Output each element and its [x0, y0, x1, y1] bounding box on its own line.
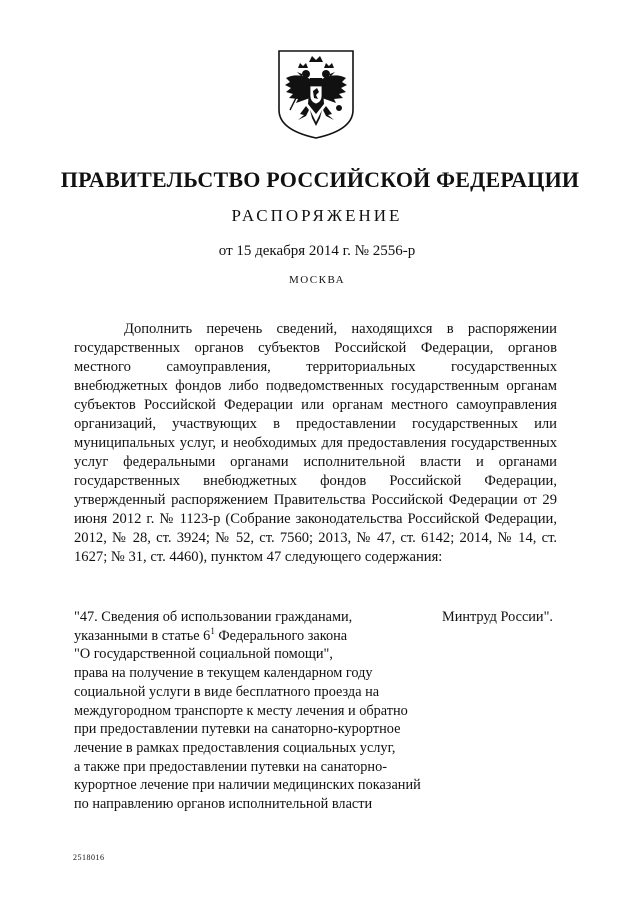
item-line: социальной услуги в виде бесплатного проезда на	[74, 683, 380, 700]
item-line: "О государственной социальной помощи",	[74, 646, 333, 663]
responsible-agency: Минтруд России".	[442, 609, 553, 625]
main-paragraph-text: Дополнить перечень сведений, находящихся в распоряжении государственных органов субъектов Российской Федерации, органов местного самоуправления, территориальных государственных внебюджетных фондов либо подведомственных государственным органам субъектов Российской Федерации или органам местного самоуправления организаций, участвующих в предоставлении государственных или муниципальных услуг, и необходимых для предоставления государственных услуг федеральными органами исполнительной власти и органами государственных внебюджетных фондов Российской Федерации, утвержденный распоряжением Правительства Российской Федерации от 29 июня 2012 г. № 1123-р (Собрание законодательства Российской Федерации, 2012, № 28, ст. 3924; № 52, ст. 7560; 2013, № 47, ст. 6142; 2014, № 14, ст. 1627; № 31, ст. 4460), пунктом 47 следующего содержания:	[74, 321, 557, 565]
document-number: 2518016	[73, 853, 105, 862]
item-line: при предоставлении путевки на санаторно-курортное	[74, 721, 401, 738]
item-line: курортное лечение при наличии медицинских показаний	[74, 777, 421, 794]
item-line: а также при предоставлении путевки на санаторно-	[74, 758, 387, 775]
document-date-number: от 15 декабря 2014 г. № 2556-р	[218, 243, 416, 259]
item-line: по направлению органов исполнительной власти	[74, 796, 373, 813]
main-paragraph	[74, 320, 557, 567]
item-line-part: Федерального закона	[214, 627, 348, 644]
item-line-with-superscript	[74, 627, 444, 646]
item-line: лечение в рамках предоставления социальных услуг,	[74, 739, 396, 756]
document-type: РАСПОРЯЖЕНИЕ	[231, 206, 403, 225]
list-item-47	[74, 608, 444, 814]
item-line: "47. Сведения об использовании гражданами,	[74, 609, 353, 625]
document-city: МОСКВА	[288, 274, 346, 286]
government-title: ПРАВИТЕЛЬСТВО РОССИЙСКОЙ ФЕДЕРАЦИИ	[60, 167, 580, 192]
article-superscript: 1	[210, 625, 215, 636]
item-line: права на получение в текущем календарном году	[74, 665, 373, 682]
item-line-part: указанными в статье 6	[74, 627, 211, 644]
coat-of-arms-icon	[276, 48, 356, 140]
item-line: междугородном транспорте к месту лечения и обратно	[74, 702, 408, 719]
